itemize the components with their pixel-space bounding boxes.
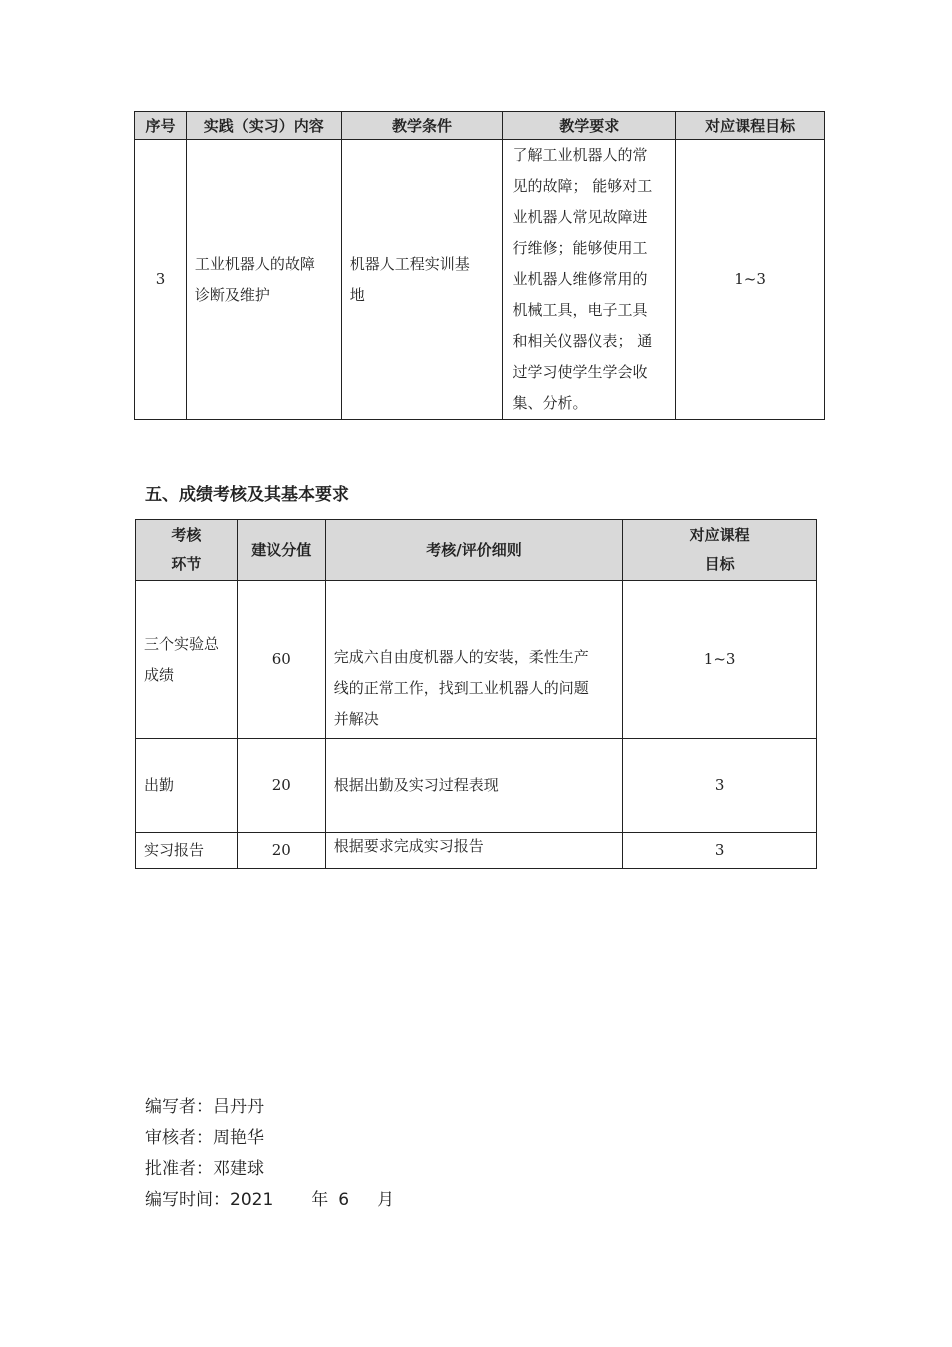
practice-table [134,111,825,420]
row-score: 60 [237,581,325,739]
signature-block [145,1092,394,1216]
month-unit: 月 [377,1190,395,1210]
time-label: 编写时间： [145,1190,230,1210]
header-goal: 对应课程目标 [676,112,825,140]
approver-line [145,1154,394,1185]
section-title: 五、成绩考核及其基本要求 [145,485,349,505]
time-line [145,1185,394,1216]
row-goal: 3 [623,833,817,869]
approver-label: 批准者： [145,1159,213,1179]
row-requirement: 了解工业机器人的常 见的故障； 能够对工 业机器人常见故障进 行维修；能够使用工 业机器人维修常用的 机械工具，电子工具 和相关仪器仪表； 通 过学习使学生学会收 集、分析。 [503,140,676,420]
row-rule: 根据出勤及实习过程表现 [325,739,623,833]
year-unit: 年 [311,1190,329,1210]
reviewer-line [145,1123,394,1154]
header-index: 序号 [135,112,187,140]
writer-line [145,1092,394,1123]
row-rule: 根据要求完成实习报告 [325,833,623,869]
month-value: 6 [338,1190,350,1210]
assessment-table-header-row [136,520,817,581]
approver-name: 邓建球 [213,1159,264,1179]
row-link: 三个实验总 成绩 [136,581,238,739]
header-link: 考核 环节 [136,520,238,581]
header-condition: 教学条件 [341,112,503,140]
writer-label: 编写者： [145,1097,213,1117]
table-row [136,739,817,833]
row-rule: 完成六自由度机器人的安装，柔性生产 线的正常工作，找到工业机器人的问题 并解决 [325,581,623,739]
row-index: 3 [135,140,187,420]
year-value: 2021 [230,1190,274,1210]
practice-table-header-row [135,112,825,140]
reviewer-label: 审核者： [145,1128,213,1148]
writer-name: 吕丹丹 [213,1097,264,1117]
header-content: 实践（实习）内容 [186,112,341,140]
row-goal: 1~3 [623,581,817,739]
row-goal: 3 [623,739,817,833]
row-link: 出勤 [136,739,238,833]
reviewer-name: 周艳华 [213,1128,264,1148]
table-row [136,833,817,869]
assessment-table [135,519,817,869]
row-link: 实习报告 [136,833,238,869]
header-score: 建议分值 [237,520,325,581]
table-row [136,581,817,739]
table-row [135,140,825,420]
row-condition: 机器人工程实训基 地 [341,140,503,420]
row-score: 20 [237,739,325,833]
header-rule: 考核/评价细则 [325,520,623,581]
row-score: 20 [237,833,325,869]
row-goal: 1~3 [676,140,825,420]
row-content: 工业机器人的故障 诊断及维护 [186,140,341,420]
header-goal: 对应课程 目标 [623,520,817,581]
header-requirement: 教学要求 [503,112,676,140]
